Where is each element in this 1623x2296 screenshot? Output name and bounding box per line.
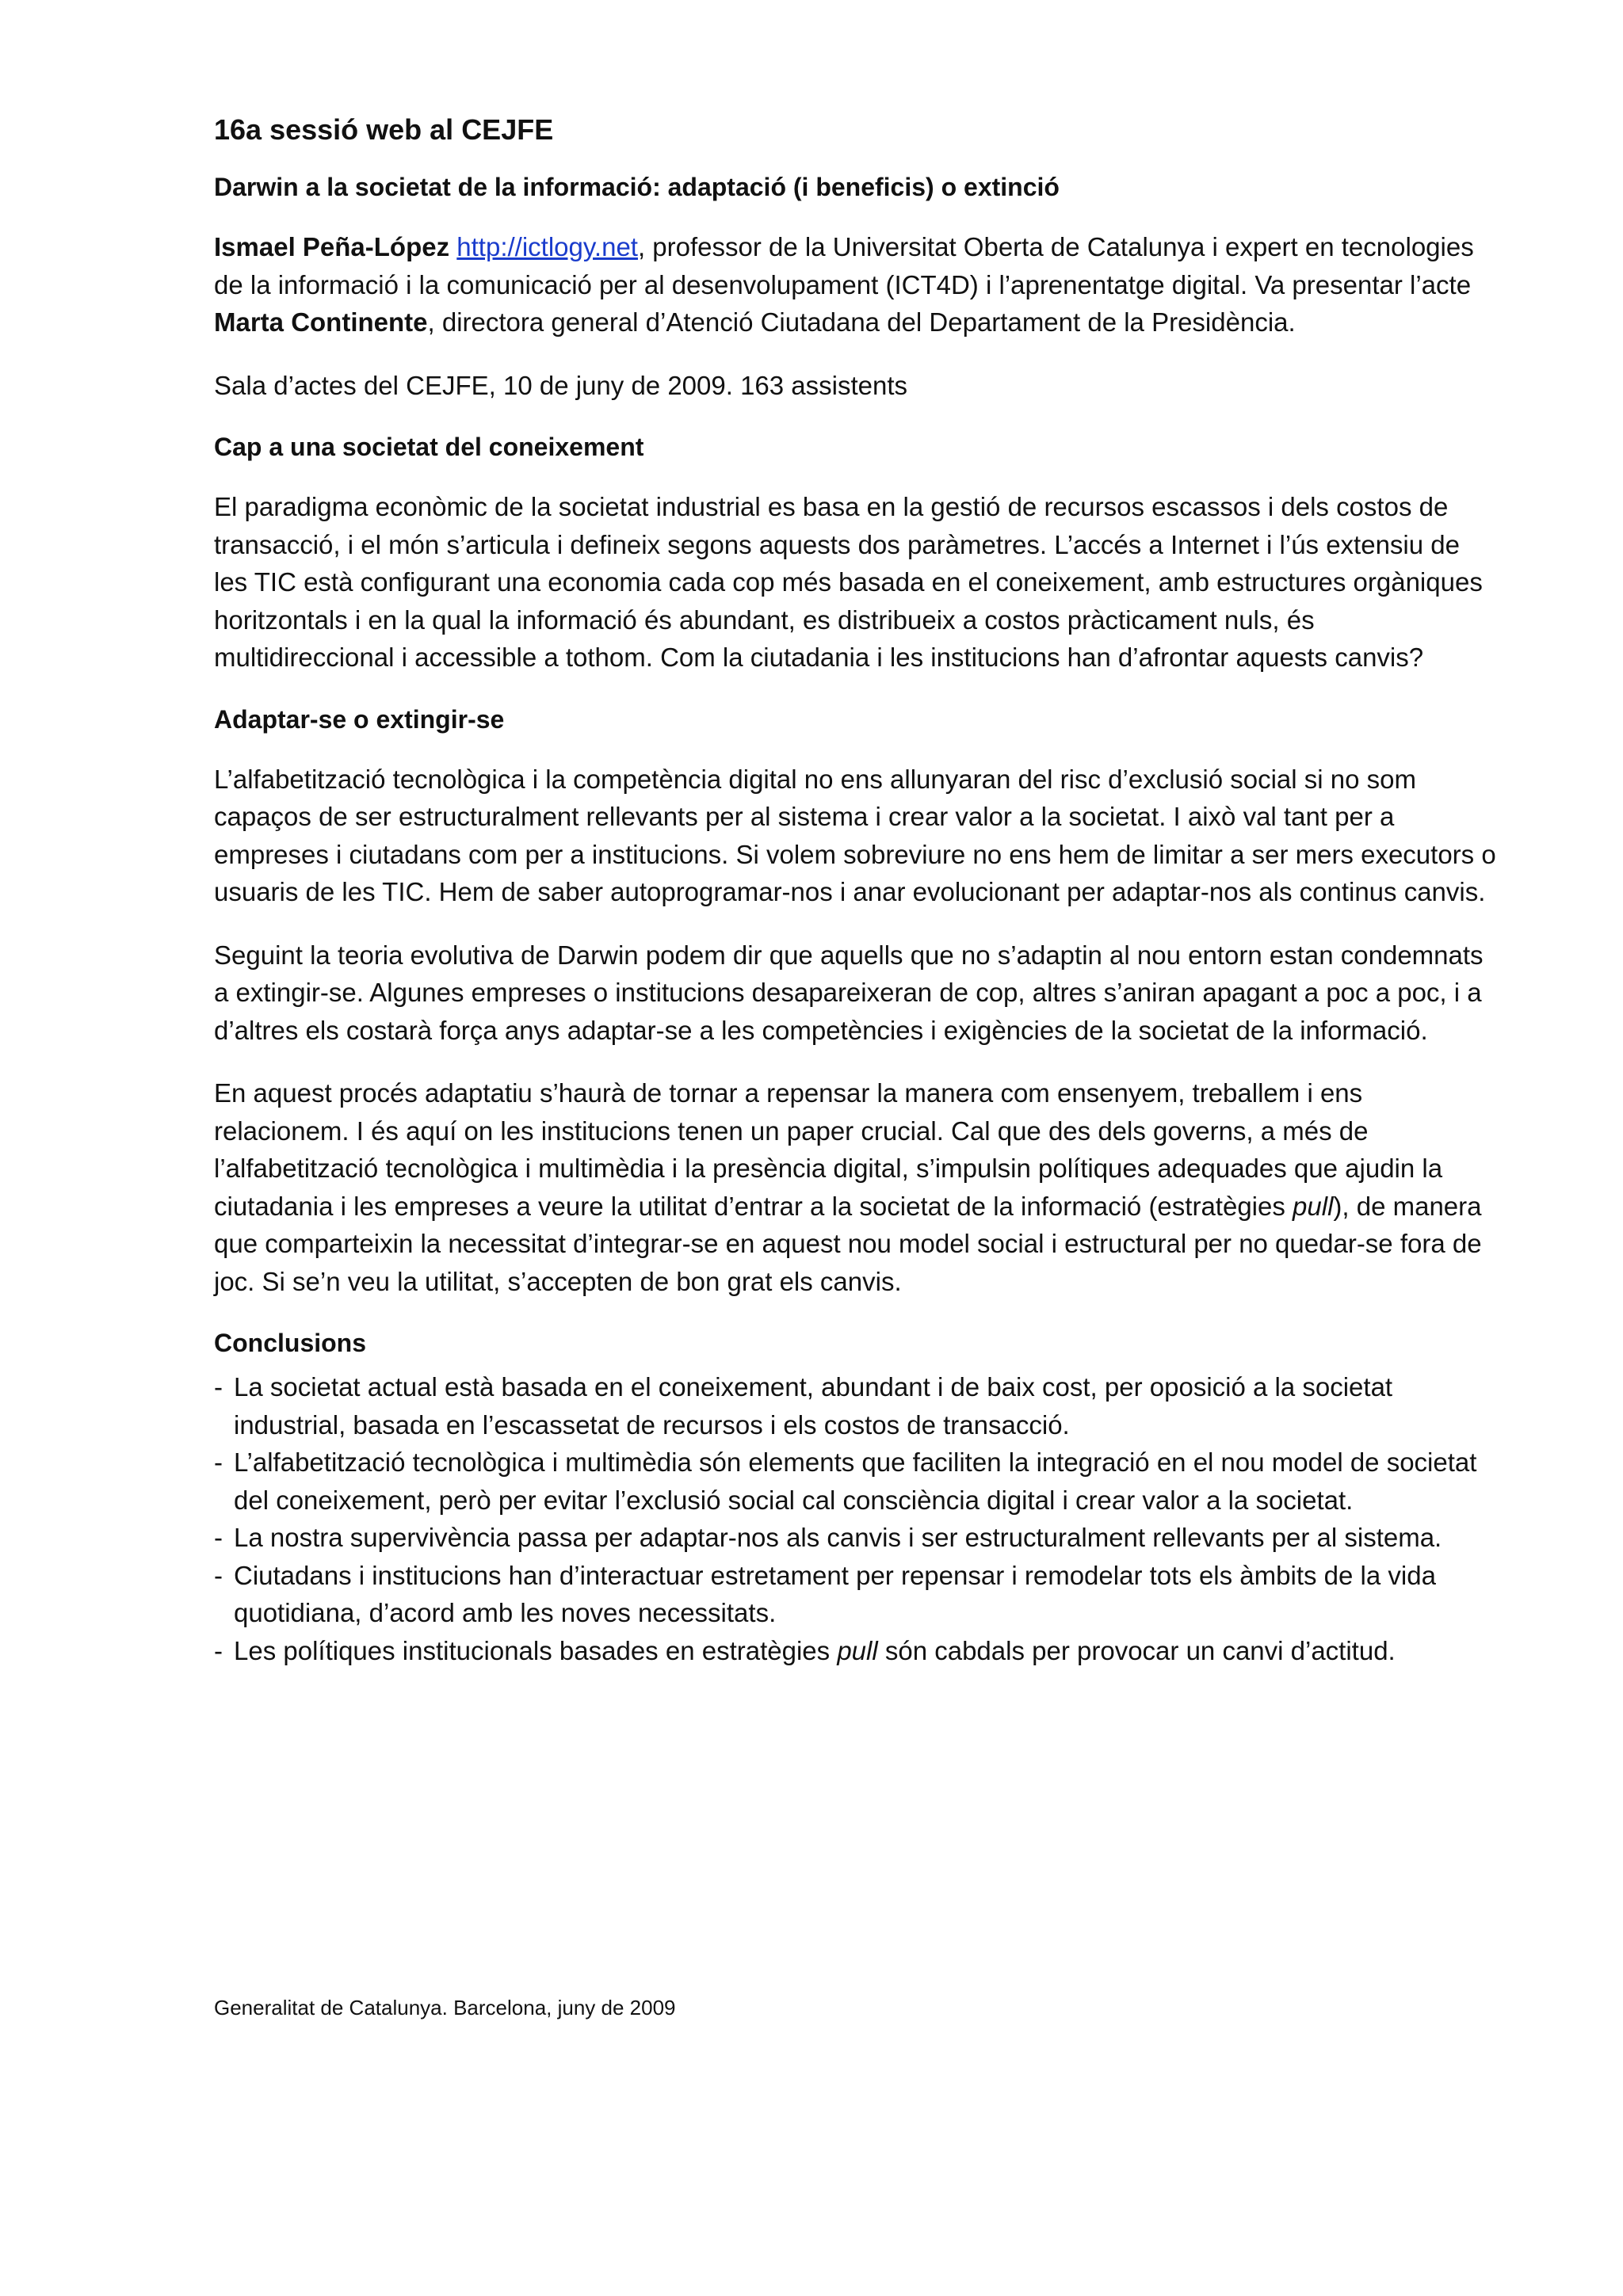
speaker-name: Ismael Peña-López	[214, 232, 450, 261]
list-item	[214, 1632, 1498, 1670]
conclusions-list	[214, 1368, 1498, 1669]
presenter-description: , directora general d’Atenció Ciutadana del Departament de la Presidència.	[427, 307, 1296, 337]
document-page	[214, 111, 1498, 1669]
speaker-website-link[interactable]: http://ictlogy.net	[456, 232, 638, 261]
dash-bullet: -	[214, 1372, 223, 1402]
dash-bullet: -	[214, 1523, 223, 1552]
speaker-description: , professor de la Universitat Oberta de Catalunya i expert en tecnologies de la informació i la comunicació per al desenvolupament (ICT4D) i l’aprenentatge digital. Va presentar l’acte	[214, 232, 1474, 299]
list-item-text: són cabdals per provocar un canvi d’actitud.	[877, 1635, 1396, 1665]
venue-line: Sala d’actes del CEJFE, 10 de juny de 2009. 163 assistents	[214, 370, 908, 400]
list-item	[214, 1444, 1498, 1519]
list-item-text: Ciutadans i institucions han d’interactuar estretament per repensar i remodelar tots els àmbits de la vida quotidiana, d’acord amb les noves necessitats.	[234, 1560, 1436, 1627]
document-subtitle: Darwin a la societat de la informació: adaptació (i beneficis) o extinció	[214, 173, 1060, 201]
presenter-name: Marta Continente	[214, 307, 428, 337]
list-item	[214, 1519, 1498, 1557]
italic-term: pull	[837, 1635, 878, 1665]
paragraph-text: ), de manera que comparteixin la necessitat d’integrar-se en aquest nou model social i estructural per no quedar-se fora de joc. Si se’n veu la utilitat, s’accepten de bon grat els canvis.	[214, 1191, 1482, 1296]
dash-bullet: -	[214, 1560, 223, 1590]
section-heading-adapt-or-extinct: Adaptar-se o extingir-se	[214, 704, 505, 734]
section-heading-conclusions: Conclusions	[214, 1329, 367, 1357]
italic-term: pull	[1293, 1191, 1334, 1221]
list-item-text: Les polítiques institucionals basades en estratègies	[234, 1635, 838, 1665]
paragraph-text: En aquest procés adaptatiu s’haurà de tornar a repensar la manera com ensenyem, treballem i ens relacionem. I és aquí on les institucions tenen un paper crucial. Cal que des dels governs, a més de l’alfabetització tecnològica i multimèdia i la presència digital, s’impulsin polítiques adequades que ajudin la ciutadania i les empreses a veure la utilitat d’entrar a la societat de la informació (estratègies	[214, 1078, 1443, 1221]
document-title: 16a sessió web al CEJFE	[214, 113, 554, 146]
list-item	[214, 1557, 1498, 1632]
list-item-text: La societat actual està basada en el coneixement, abundant i de baix cost, per oposició a la societat industrial, basada en l’escassetat de recursos i els costos de transacció.	[234, 1372, 1393, 1440]
section-paragraph: L’alfabetització tecnològica i la competència digital no ens allunyaran del risc d’exclusió social si no som capaços de ser estructuralment rellevants per al sistema i crear valor a la societat. I això val tant per a empreses i ciutadans com per a institucions. Si volem sobreviure no ens hem de limitar a ser mers executors o usuaris de les TIC. Hem de saber autoprogramar-nos i anar evolucionant per adaptar-nos als continus canvis.	[214, 764, 1496, 906]
list-item	[214, 1368, 1498, 1444]
section-paragraph: Seguint la teoria evolutiva de Darwin podem dir que aquells que no s’adaptin al nou entorn estan condemnats a extingir-se. Algunes empreses o institucions desapareixeran de cop, altres s’aniran apagant a poc a poc, i a d’altres els costarà força anys adaptar-se a les competències i exigències de la societat de la informació.	[214, 940, 1484, 1045]
section-heading-knowledge-society: Cap a una societat del coneixement	[214, 433, 644, 461]
list-item-text: L’alfabetització tecnològica i multimèdia són elements que faciliten la integració en el nou model de societat del coneixement, però per evitar l’exclusió social cal consciència digital i crear valor a la societat.	[234, 1447, 1477, 1515]
dash-bullet: -	[214, 1635, 223, 1665]
dash-bullet: -	[214, 1447, 223, 1477]
document-footer: Generalitat de Catalunya. Barcelona, juny de 2009	[214, 1996, 676, 2019]
section-paragraph	[214, 1074, 1498, 1300]
section-paragraph: El paradigma econòmic de la societat industrial es basa en la gestió de recursos escassos i dels costos de transacció, i el món s’articula i defineix segons aquests dos paràmetres. L’accés a Internet i l’ús extensiu de les TIC està configurant una economia cada cop més basada en el coneixement, amb estructures orgàniques horitzontals i en la qual la informació és abundant, es distribueix a costos pràcticament nuls, és multidireccional i accessible a tothom. Com la ciutadania i les institucions han d’afrontar aquests canvis?	[214, 492, 1483, 672]
intro-paragraph	[214, 228, 1498, 341]
list-item-text: La nostra supervivència passa per adaptar-nos als canvis i ser estructuralment rellevants per al sistema.	[234, 1523, 1442, 1552]
